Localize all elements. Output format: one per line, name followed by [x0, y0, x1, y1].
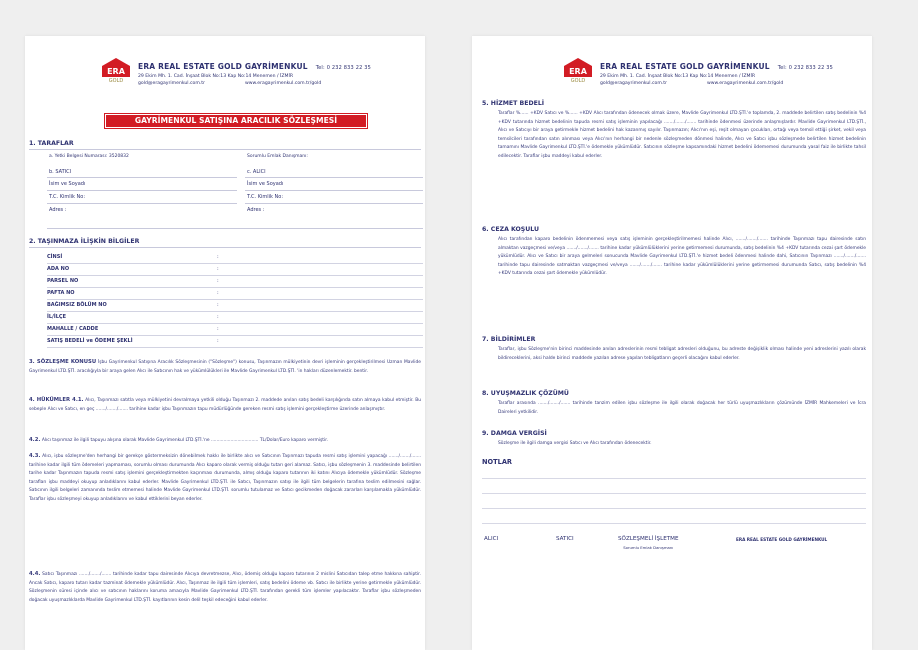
section-parties-heading: 1. TARAFLAR	[29, 140, 74, 147]
property-row: CİNSİ :	[47, 252, 423, 264]
license-number: a. Yetki Belgesi Numarası: 3520832	[49, 154, 129, 159]
seller-id-label: T.C. Kimlik No:	[49, 194, 86, 200]
buyer-address-label: Adres :	[247, 207, 265, 213]
seller-name-label: İsim ve Soyadı	[49, 181, 86, 187]
section-dispute-heading: 8. UYUŞMAZLIK ÇÖZÜMÜ	[482, 390, 569, 397]
company-web: www.eragayrimenkul.com.tr/gold	[707, 81, 784, 86]
property-row: BAĞIMSIZ BÖLÜM NO :	[47, 300, 423, 312]
signature-business-sub: Sorumlu Emlak Danışmanı	[623, 545, 674, 550]
clause-4-1: 4. HÜKÜMLER 4.1. Alıcı, Taşınmazı satıtla veya mülkiyetini devralmaya yetkili olduğu Taşınmazı 2. maddede anılan satış bedeli karşılığında satın almaya kabul etmiştir. Bu sebeple Alıcı ve Satıcı, en geç ......./......./....... tarihine kadar işbu Taşınmazın tapu müdürlüğünde gereken resmi satış işlemini gerçekleştirme üzerinde anlaşmıştır.	[29, 397, 422, 412]
company-web: www.eragayrimenkul.com.tr/gold	[245, 81, 322, 86]
signature-company: ERA REAL ESTATE GOLD GAYRİMENKUL	[736, 537, 828, 542]
clause-9: Sözleşme ile ilgili damga vergisi Satıcı ve Alıcı tarafından ödenecektir.	[498, 441, 652, 446]
property-row: MAHALLE / CADDE :	[47, 324, 423, 336]
property-table	[47, 252, 423, 348]
letterhead	[600, 62, 870, 86]
section-penalty-heading: 6. CEZA KOŞULU	[482, 226, 540, 233]
logo-text: ERA	[102, 66, 130, 77]
company-email: gold@eragayrimenkul.com.tr	[138, 81, 205, 86]
company-address: 29 Ekim Mh. 1. Cad. İnşaat Blok No:13 Kap No:14 Menemen / İZMİR	[138, 74, 294, 79]
clause-6: Alıcı tarafından kaparo bedelinin ödenmemesi veya satış işleminin gerçekleştirilmemesi halinde Alıcı, ......./......./....... tarihinde Taşınmazı tapu dairesinde satın almaktan vazgeçmesi ve/veya ......./......./....... tarihine kadar yükümlülüklerini yerine getirmemesi durumunda, satış bedelinin %4 +KDV tutarında cezai şart ödemekle yükümlüdür. Alıcı ve Satıcı bir araya gelmeleri sonucunda Mavlide Gayrimenkul LTD.ŞTİ.'e hizmet bedeli ödenmesi halinde dahi, Satıcının Taşınmazı ......./......./....... tarihinde tapu dairesinde satmaktan vazgeçmesi ve/veya ......./......./....... tarihine kadar yükümlülüklerini yerine getirmemesi durumunda Satıcı, satış bedelinin %4 +KDV tutarında cezai şart ödemekle yükümlüdür.	[498, 237, 866, 277]
era-logo	[560, 58, 596, 88]
contract-title: GAYRİMENKUL SATIŞINA ARACILIK SÖZLEŞMESİ	[104, 113, 368, 129]
notes-lines	[482, 464, 866, 524]
property-row: PARSEL NO :	[47, 276, 423, 288]
house-roof-icon	[564, 58, 592, 66]
property-row: İL/İLÇE :	[47, 312, 423, 324]
company-tel: Tel: 0 232 833 22 35	[315, 65, 372, 71]
section-notices-heading: 7. BİLDİRİMLER	[482, 336, 536, 343]
buyer-name-label: İsim ve Soyadı	[247, 181, 284, 187]
clause-4-3: 4.3. Alıcı, işbu sözleşme'den herhangi bir gerekçe göstermeksizin dönebilmek hakkı ile birlikte alıcı ve Satıcının Taşınmazı tapuda resmi satış işlemini yapacağı ......./......./....... tarihine kadar ilgili tüm ödemeleri yapmaması, sorumlu olması durumunda Alıcı kaparo olarak vermiş olduğu tutarı geri alamaz. Satıcı, işbu sözleşmenin 3. maddesinde belirtilen tarihe kadar Taşınmazın tapuda resmi satış işlemini gerçekleştirmekten kaçınması durumunda, almış olduğu kaparo tutarının iki katını Alıcıya ödemekle yükümlüdür. Sözleşme tarafları işbu maddeyi okuyup anladıklarını kabul ederler. Mavlide Gayrimenkul LTD.ŞTİ. ile Satıcı, Taşınmazın satışı ile ilgili tüm belgelerin tarafına teslim edilmesini sağlar. Satıcının ilgili belgeleri zamanında teslim etmemesi halinde Mavlide Gayrimenkul LTD.ŞTİ. sorumlu tutulamaz ve Satıcı gecikmeden doğacak zararları karşılamakla yükümlüdür. Taraflar işbu sözleşmeyi okuyup anladıklarını ve kabul ettiklerini beyan ederler.	[29, 453, 421, 502]
company-tel: Tel: 0 232 833 22 35	[777, 65, 834, 71]
section-stamp-tax-heading: 9. DAMGA VERGİSİ	[482, 430, 547, 437]
house-roof-icon	[102, 58, 130, 66]
company-name: ERA REAL ESTATE GOLD GAYRİMENKUL	[138, 62, 308, 71]
seller-label: b. SATICI	[49, 169, 72, 175]
company-email: gold@eragayrimenkul.com.tr	[600, 81, 667, 86]
buyer-label: c. ALICI	[247, 169, 266, 175]
buyer-id-label: T.C. Kimlik No:	[247, 194, 284, 200]
section-property-heading: 2. TAŞINMAZA İLİŞKİN BİLGİLER	[29, 238, 140, 245]
clause-4-2: 4.2. Alıcı taşınmaz ile ilgili tapuyu alışına olarak Mavlide Gayrimenkul LTD.ŞTİ.'ne .................................. TL/Dolar/Euro kaparo vermiştir.	[29, 437, 329, 443]
notes-heading: NOTLAR	[482, 458, 513, 466]
clause-8: Taraflar arasında ......./......./....... tarihinde tanzim edilen işbu sözleşme ile ilgili olarak doğacak her türlü uyuşmazlıkların çözümünde İZMİR Mahkemeleri ve İcra Daireleri yetkilidir.	[498, 401, 866, 415]
logo-sub: GOLD	[108, 78, 124, 84]
letterhead	[138, 62, 425, 86]
contract-page-2	[472, 36, 872, 650]
signature-business: SÖZLEŞMELİ İŞLETME Sorumlu Emlak Danışmanı	[618, 536, 679, 550]
clause-7: Taraflar, işbu Sözleşme'nin birinci maddesinde anılan adreslerinin resmi tebligat adresleri olduğunu, bu adreste değişiklik olması halinde yeni adreslerini yazılı olarak bildireceklerini, aksi halde birinci maddede yazılan adrese yapılan tebligatların geçerli olacağını kabul ederler.	[498, 347, 866, 361]
property-row: SATIŞ BEDELİ ve ÖDEME ŞEKLİ :	[47, 336, 423, 348]
property-row: PAFTA NO :	[47, 288, 423, 300]
era-logo	[98, 58, 134, 88]
responsible-agent-label: Sorumlu Emlak Danışmanı:	[247, 154, 308, 159]
section-fee-heading: 5. HİZMET BEDELİ	[482, 100, 545, 107]
logo-sub: GOLD	[570, 78, 586, 84]
contract-page-1	[25, 36, 425, 650]
signature-seller: SATICI	[556, 536, 574, 542]
logo-text: ERA	[564, 66, 592, 77]
clause-4-4: 4.4. Satıcı Taşınmazı ......./......./....... tarihinde kadar tapu dairesinde Alıcıya devretmezse, Alıcı, ödemiş olduğu kaparo tutarının 2 mislini Satıcıdan talep etme hakkına sahiptir. Ancak Satıcı, kaparo tutarı kadar tazminat ödemekle yükümlüdür. Alıcı, Taşınmaz ile ilgili tüm işlemleri, satış bedelini ödeme vb. Satıcı ile birlikte yerine getirmekle yükümlüdür. Sözleşmenin süresi içinde alıcı ve satıcının haklarını koruma amacıyla Mavlide Gayrimenkul LTD.ŞTİ. tarafından gerekli tüm işlemler yapılacaktır. Taraflar işbu sözleşmeden doğacak uyuşmazlıklarda Mavlide Gayrimenkul LTD.ŞTİ. kayıtlarının kesin delil teşkil edeceğini kabul ederler.	[29, 571, 421, 603]
seller-address-label: Adres :	[49, 207, 67, 213]
company-address: 29 Ekim Mh. 1. Cad. İnşaat Blok No:13 Kap No:14 Menemen / İZMİR	[600, 74, 756, 79]
property-row: ADA NO :	[47, 264, 423, 276]
clause-5: Taraflar %...... +KDV Satıcı ve %...... +KDV Alıcı tarafından ödenecek olmak üzere, Mavlide Gayrimenkul LTD.ŞTİ.'e toplamda, 2. maddede belirtilen satış bedelinin %4 +KDV tutarında hizmet bedelinin tapuda resmi satış işleminin yapılacağı ......./......./....... tarihinde ödenmesi üzerinde anlaşmışlardır. Mavlide Gayrimenkul LTD.ŞTİ., Alıcı ve Satıcıyı bir araya getirmekle hizmet bedelini hak kazanmış sayılır. Taşınmazın; Alıcı'nın eşi, reşit olmayan çocukları, ortağı veya temsil ettiği şirket, vekil veya temsilcileri tarafından satın alınması veya Alıcı'nın herhangi bir nedenle sözleşmeden dönmesi halinde, Alıcı ve Satıcı işbu sözleşmede belirtilen hizmet bedelinin tamamını Mavlide Gayrimenkul LTD.ŞTİ.'e ödemekle yükümlüdür. Satıcının sözleşme kapsamındaki hizmet bedelini ödememesi durumunda yasal faiz ile birlikte tahsil edilecektir. Taraflar işbu maddeyi kabul ederler.	[498, 111, 866, 159]
clause-3: 3. SÖZLEŞME KONUSU İşbu Gayrimenkul Satışına Aracılık Sözleşmesinin ("Sözleşme") konusu, Taşınmazın mülkiyetinin devri işleminin gerçekleştirilmesi Uzman Mavlide Gayrimenkul LTD.ŞTİ. aracılığıyla bir araya gelen Alıcı ile Satıcının hak ve yükümlülükleri ile Mavlide Gayrimenkul LTD.ŞTİ. 'in hakları düzenlemektir. bentir.	[29, 359, 421, 374]
company-name: ERA REAL ESTATE GOLD GAYRİMENKUL	[600, 62, 770, 71]
signature-buyer: ALICI	[484, 536, 499, 542]
